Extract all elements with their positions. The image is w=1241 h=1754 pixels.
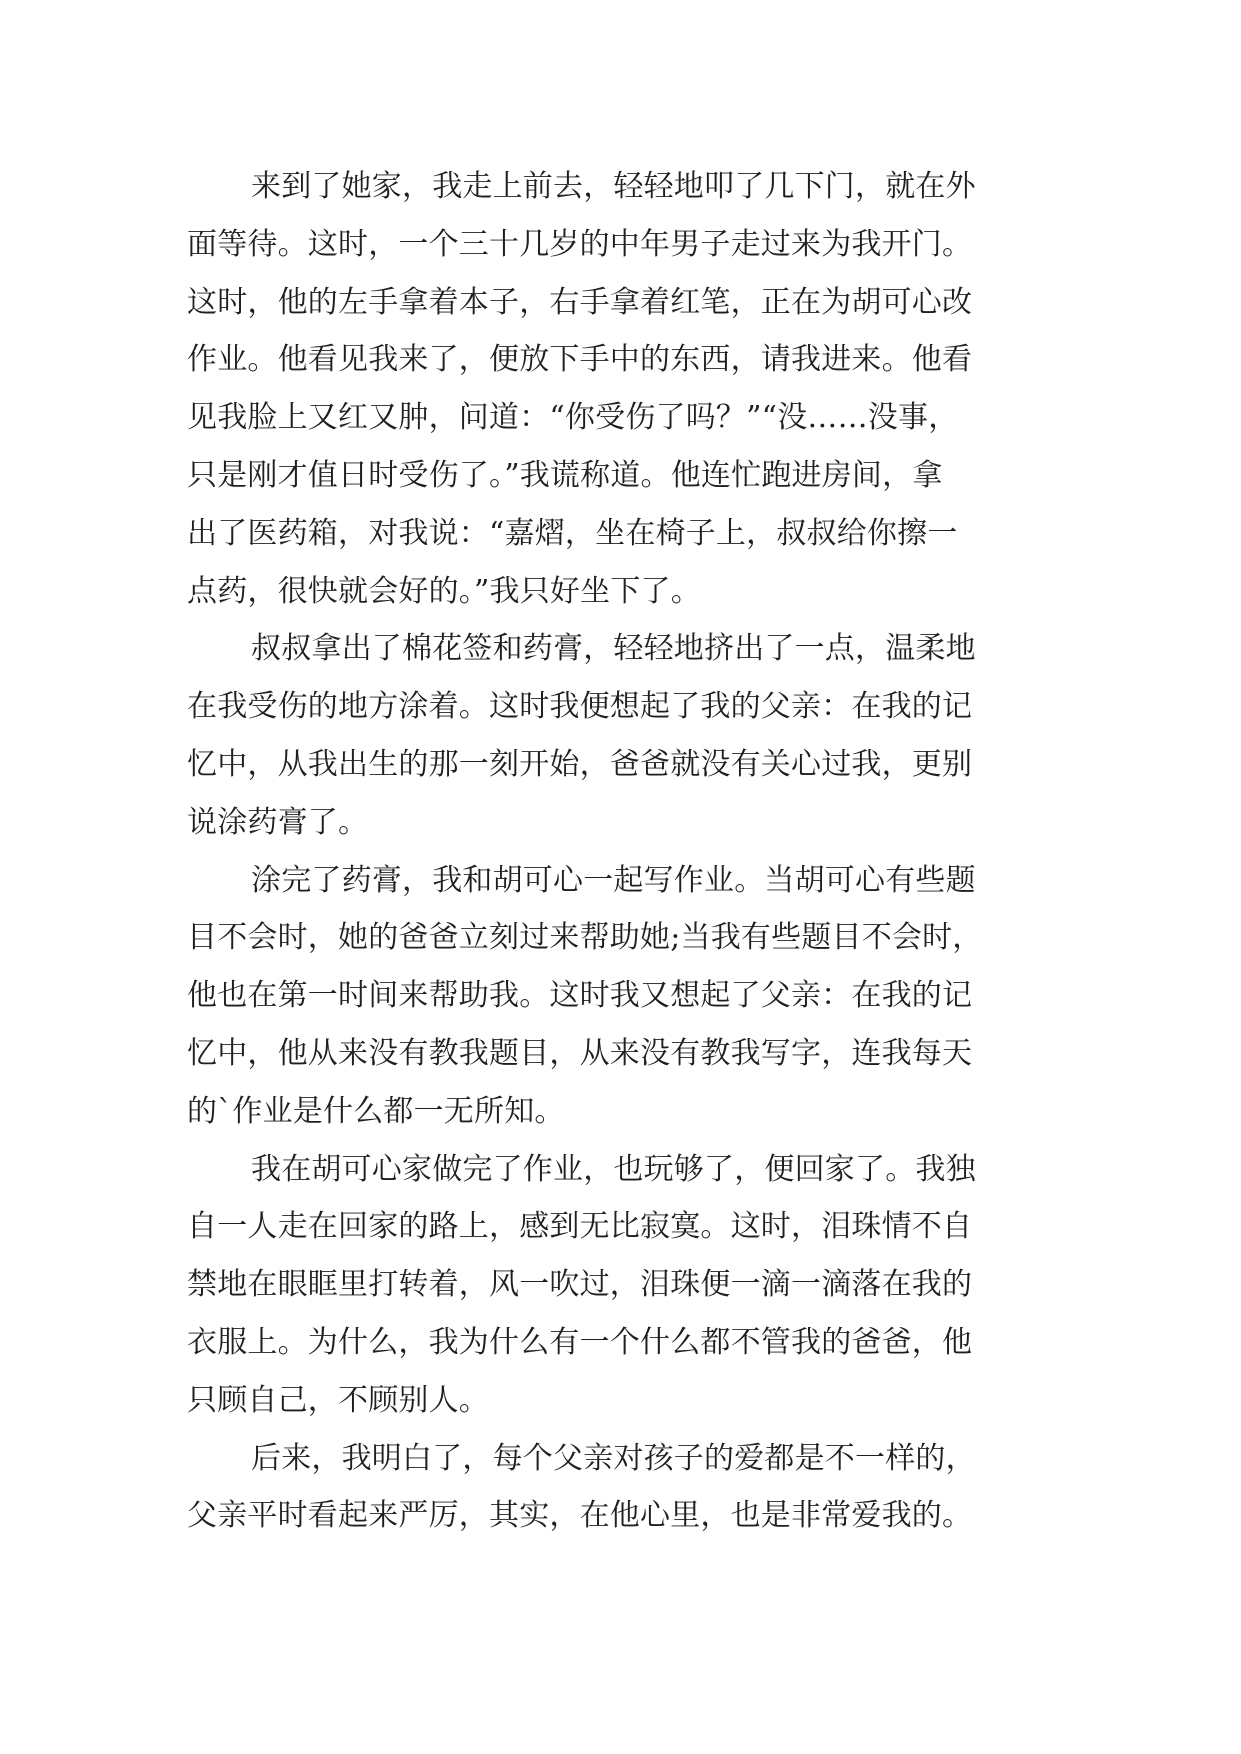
text-line: 涂完了药膏，我和胡可心一起写作业。当胡可心有些题 xyxy=(251,862,976,898)
text-line: 目不会时，她的爸爸立刻过来帮助她;当我有些题目不会时， xyxy=(187,920,983,956)
text-line: 忆中，从我出生的那一刻开始，爸爸就没有关心过我，更别 xyxy=(187,746,973,782)
text-line: 禁地在眼眶里打转着，风一吹过，泪珠便一滴一滴落在我的 xyxy=(187,1267,973,1303)
text-line: 说涂药膏了。 xyxy=(187,804,369,840)
text-line: 来到了她家，我走上前去，轻轻地叩了几下门，就在外 xyxy=(251,169,976,204)
text-line: 的`作业是什么都一无所知。 xyxy=(187,1093,565,1129)
text-line: 只是刚才值日时受伤了。”我谎称道。他连忙跑进房间，拿 xyxy=(187,457,943,493)
text-line: 见我脸上又红又肿，问道：“你受伤了吗？”“没……没事， xyxy=(187,400,959,436)
paragraph xyxy=(187,620,1082,851)
text-line: 叔叔拿出了棉花签和药膏，轻轻地挤出了一点，温柔地 xyxy=(251,631,976,667)
text-line: 只顾自己，不顾别人。 xyxy=(187,1382,489,1418)
paragraph xyxy=(187,1430,1082,1546)
paragraph xyxy=(187,852,1082,1141)
text-line: 衣服上。为什么，我为什么有一个什么都不管我的爸爸，他 xyxy=(187,1324,973,1360)
text-line: 出了医药箱，对我说：“嘉熠，坐在椅子上，叔叔给你擦一 xyxy=(187,515,958,551)
text-line: 在我受伤的地方涂着。这时我便想起了我的父亲：在我的记 xyxy=(187,689,973,725)
text-line: 后来，我明白了，每个父亲对孩子的爱都是不一样的， xyxy=(251,1440,976,1476)
text-line: 我在胡可心家做完了作业，也玩够了，便回家了。我独 xyxy=(251,1151,976,1187)
text-line: 忆中，他从来没有教我题目，从来没有教我写字，连我每天 xyxy=(187,1035,973,1071)
text-line: 作业。他看见我来了，便放下手中的东西，请我进来。他看 xyxy=(187,342,973,378)
paragraph xyxy=(187,1141,1082,1430)
text-line: 父亲平时看起来严厉，其实，在他心里，也是非常爱我的。 xyxy=(187,1498,973,1534)
paragraph xyxy=(187,158,1082,620)
text-line: 这时，他的左手拿着本子，右手拿着红笔，正在为胡可心改 xyxy=(187,284,973,320)
text-line: 自一人走在回家的路上，感到无比寂寞。这时，泪珠情不自 xyxy=(187,1209,973,1245)
text-line: 面等待。这时，一个三十几岁的中年男子走过来为我开门。 xyxy=(187,226,973,262)
text-line: 点药，很快就会好的。”我只好坐下了。 xyxy=(187,573,701,609)
essay-body xyxy=(187,158,1082,1545)
text-line: 他也在第一时间来帮助我。这时我又想起了父亲：在我的记 xyxy=(187,978,973,1014)
